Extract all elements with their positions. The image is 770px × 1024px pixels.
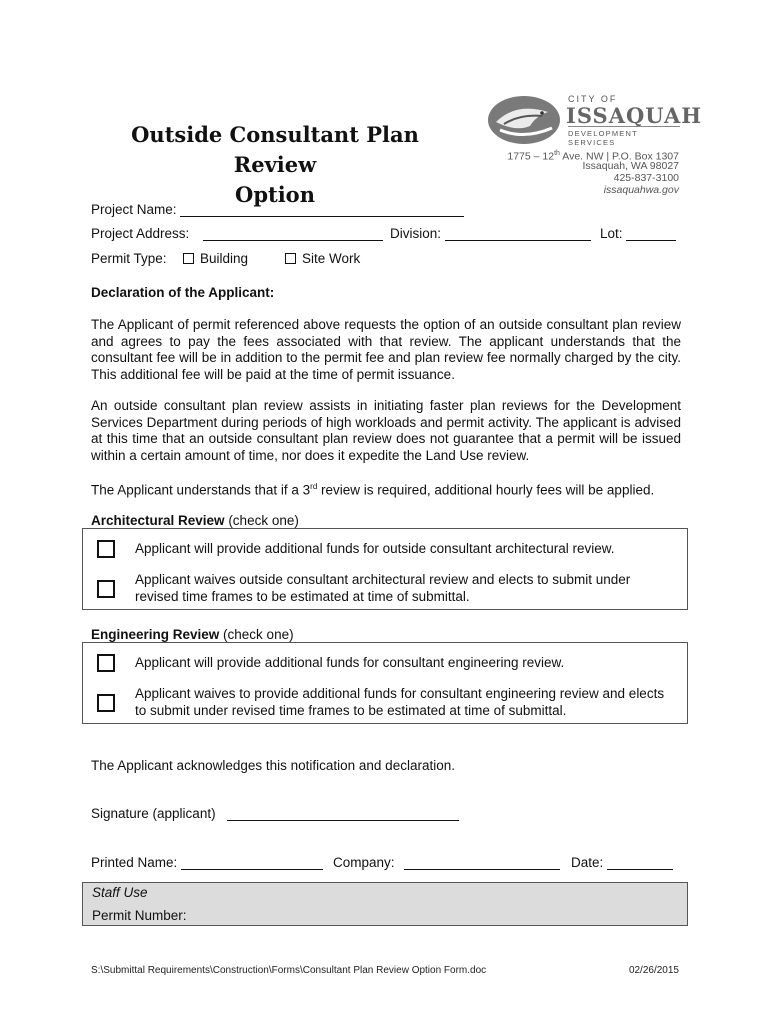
architectural-option-2-checkbox[interactable] [97, 580, 115, 598]
date-label: Date: [571, 855, 604, 870]
printed-name-label: Printed Name: [91, 855, 178, 870]
project-address-label: Project Address: [91, 226, 190, 241]
title-line-2: Option [235, 182, 315, 207]
building-option[interactable] [183, 251, 248, 266]
division-field[interactable] [445, 226, 591, 241]
engineering-option-2-text: Applicant waives to provide additional funds for consultant engineering review and elects to submit under revised time frames to be estimated at time of submittal. [135, 686, 665, 718]
architectural-review-box [82, 528, 688, 610]
logo-dept: DEVELOPMENT SERVICES [568, 129, 638, 147]
declaration-paragraph-2: An outside consultant plan review assists in initiating faster plan reviews for the Development Services Department during periods of high workloads and permit activity. The applicant is advised at this time that an outside consultant plan review does not guarantee that a permit will be issued within a certain amount of time, nor does it expedite the Land Use review. [91, 398, 681, 463]
engineering-review-heading: Engineering Review (check one) [91, 627, 294, 642]
footer-file-path: S:\Submittal Requirements\Construction\Forms\Consultant Plan Review Option Form.doc [91, 965, 487, 976]
division-row [390, 226, 591, 241]
permit-type-row [91, 251, 167, 266]
printed-name-field[interactable] [181, 855, 323, 870]
lot-field[interactable] [626, 226, 676, 241]
engineering-option-1-checkbox[interactable] [97, 654, 115, 672]
company-field[interactable] [404, 855, 560, 870]
phone: 425-837-3100 [613, 172, 679, 184]
engineering-review-box [82, 642, 688, 724]
project-address-field[interactable] [203, 226, 383, 241]
lot-label: Lot: [600, 226, 623, 241]
architectural-option-1-text: Applicant will provide additional funds for outside consultant architectural review. [135, 541, 615, 556]
logo-name: ISSAQUAH [566, 103, 703, 128]
permit-number-label: Permit Number: [92, 908, 187, 923]
lot-row [600, 226, 676, 241]
site-work-option[interactable] [285, 251, 360, 266]
engineering-option-2-checkbox[interactable] [97, 694, 115, 712]
project-name-row [91, 202, 464, 217]
declaration-paragraph-1: The Applicant of permit referenced above requests the option of an outside consultant plan review and agrees to pay the fees associated with that review. The applicant understands that the consultant fee will be in addition to the permit fee and plan review fee normally charged by the city. This additional fee will be paid at the time of permit issuance. [91, 317, 681, 382]
declaration-heading: Declaration of the Applicant: [91, 285, 275, 300]
staff-use-box [82, 882, 688, 926]
declaration-paragraph-3: The Applicant understands that if a 3rd review is required, additional hourly fees will be applied. [91, 482, 655, 498]
building-label: Building [200, 251, 249, 266]
footer-date: 02/26/2015 [628, 965, 679, 976]
city-line: Issaquah, WA 98027 [582, 160, 679, 172]
building-checkbox[interactable] [183, 253, 194, 264]
date-row [571, 855, 673, 870]
architectural-option-2-text: Applicant waives outside consultant architectural review and elects to submit under revised time frames to be estimated at time of submittal. [135, 572, 631, 604]
permit-type-label: Permit Type: [91, 251, 167, 266]
architectural-review-heading: Architectural Review (check one) [91, 513, 299, 528]
engineering-option-1-text: Applicant will provide additional funds for consultant engineering review. [135, 655, 565, 670]
project-name-label: Project Name: [91, 202, 177, 217]
signature-field[interactable] [227, 806, 459, 821]
fish-emblem-icon [486, 92, 566, 150]
signature-label: Signature (applicant) [91, 806, 216, 821]
division-label: Division: [390, 226, 442, 241]
acknowledgement-text: The Applicant acknowledges this notification and declaration. [91, 758, 455, 773]
printed-name-row [91, 855, 323, 870]
project-name-field[interactable] [180, 202, 464, 217]
title-line-1: Outside Consultant Plan Review [131, 122, 419, 177]
site-work-checkbox[interactable] [285, 253, 296, 264]
signature-row [91, 806, 459, 821]
date-field[interactable] [607, 855, 673, 870]
page-title [100, 120, 450, 210]
staff-use-title: Staff Use [92, 885, 148, 900]
company-label: Company: [333, 855, 395, 870]
company-row [333, 855, 560, 870]
project-address-row [91, 226, 383, 241]
address-line: 1775 – 12th Ave. NW | P.O. Box 1307 [507, 150, 679, 163]
issaquah-logo [486, 92, 703, 152]
architectural-option-1-checkbox[interactable] [97, 540, 115, 558]
website: issaquahwa.gov [603, 184, 679, 196]
site-work-label: Site Work [302, 251, 361, 266]
logo-city-of: CITY OF [568, 94, 618, 104]
